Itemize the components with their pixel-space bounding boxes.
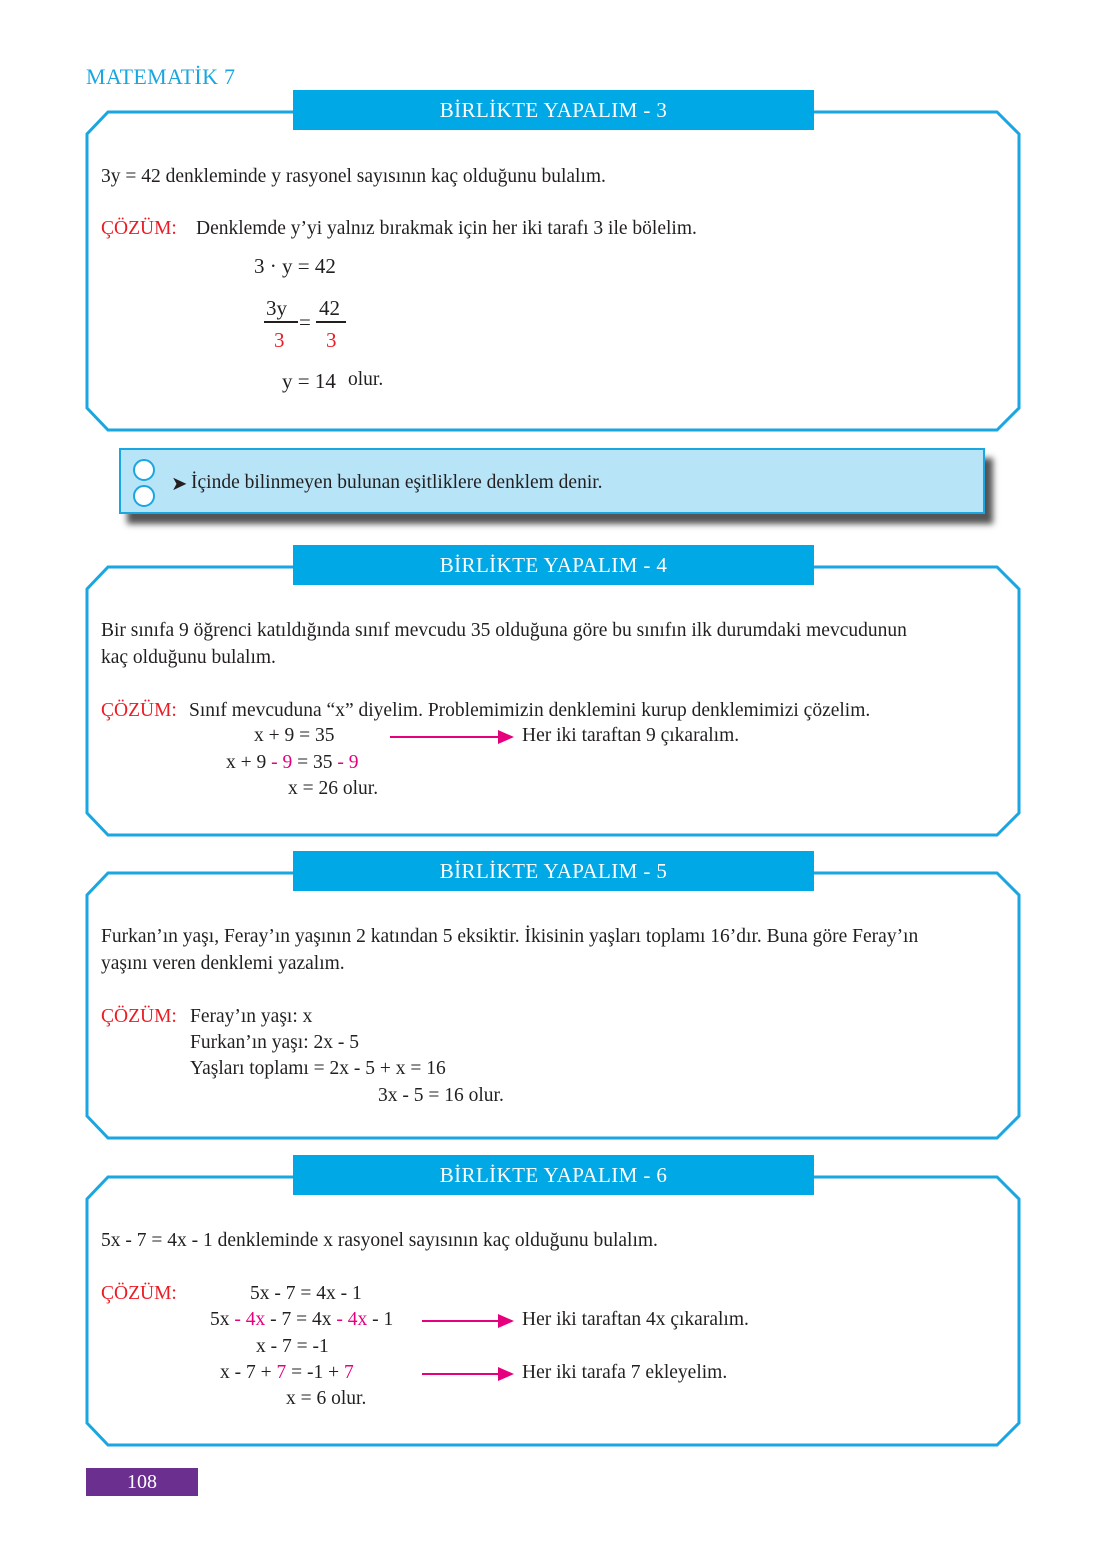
page-header: MATEMATİK 7 [86,64,236,89]
question-text: 3y = 42 denkleminde y rasyonel sayısının kaç olduğunu bulalım. [101,166,606,187]
page-number: 108 [86,1468,198,1496]
equation-line: x = 26 olur. [288,778,379,799]
solution-label: ÇÖZÜM: [101,1006,177,1027]
question-text: 5x - 7 = 4x - 1 denkleminde x rasyonel sayısının kaç olduğunu bulalım. [101,1230,658,1251]
arrow-right-icon [422,1320,512,1322]
fraction-equals: = [299,310,311,334]
equation-line: 3 · y = 42 [254,254,336,278]
equation-line: x = 6 olur. [286,1388,367,1409]
bullet-arrow-icon: ➤ [171,474,188,495]
equation-line: 5x - 4x - 7 = 4x - 4x - 1 [210,1309,394,1330]
equation-line: x - 7 = -1 [256,1336,329,1357]
fraction-line [316,321,346,323]
section-box-6 [86,1176,1020,1446]
solution-label: ÇÖZÜM: [101,700,177,721]
note-text: İçinde bilinmeyen bulunan eşitliklere denklem denir. [191,472,603,493]
question-text: kaç olduğunu bulalım. [101,647,276,668]
arrow-right-icon [422,1373,512,1375]
solution-line: Feray’ın yaşı: x [190,1006,313,1027]
fraction-left-numerator: 3y [266,296,287,320]
fraction-left-denominator: 3 [274,328,285,352]
solution-label: ÇÖZÜM: [101,1283,177,1304]
solution-line: Yaşları toplamı = 2x - 5 + x = 16 [190,1058,446,1079]
question-text: yaşını veren denklemi yazalım. [101,953,345,974]
circle-icon [133,485,155,507]
step-hint: Her iki tarafa 7 ekleyelim. [522,1362,728,1383]
circle-icon [133,459,155,481]
section-box-4 [86,566,1020,836]
fraction-right-numerator: 42 [319,296,340,320]
fraction-line [264,321,298,323]
solution-label: ÇÖZÜM: [101,218,177,239]
arrow-right-icon [390,736,512,738]
equation-line: x + 9 - 9 = 35 - 9 [226,752,359,773]
section-box-5 [86,872,1020,1139]
question-text: Furkan’ın yaşı, Feray’ın yaşının 2 katından 5 eksiktir. İkisinin yaşları toplamı 16’dır. Buna göre Feray’ın [101,926,919,947]
section-title-6: BİRLİKTE YAPALIM - 6 [293,1155,814,1195]
section-frame [86,111,1020,431]
equation-line: x - 7 + 7 = -1 + 7 [220,1362,354,1383]
section-title-4: BİRLİKTE YAPALIM - 4 [293,545,814,585]
result-equation: y = 14 [282,369,336,393]
section-box-3 [86,111,1020,431]
equation-line: x + 9 = 35 [254,725,335,746]
equation-line: 5x - 7 = 4x - 1 [250,1283,362,1304]
step-hint: Her iki taraftan 4x çıkaralım. [522,1309,749,1330]
result-suffix: olur. [348,369,384,390]
step-hint: Her iki taraftan 9 çıkaralım. [522,725,740,746]
solution-line: Furkan’ın yaşı: 2x - 5 [190,1032,359,1053]
fraction-right-denominator: 3 [326,328,337,352]
solution-line: 3x - 5 = 16 olur. [378,1085,504,1106]
solution-text: Sınıf mevcuduna “x” diyelim. Problemimizin denklemini kurup denklemimizi çözelim. [189,700,871,721]
solution-text: Denklemde y’yi yalnız bırakmak için her iki tarafı 3 ile bölelim. [196,218,697,239]
definition-note [119,448,985,514]
section-title-5: BİRLİKTE YAPALIM - 5 [293,851,814,891]
section-title-3: BİRLİKTE YAPALIM - 3 [293,90,814,130]
question-text: Bir sınıfa 9 öğrenci katıldığında sınıf mevcudu 35 olduğuna göre bu sınıfın ilk durumdaki mevcudunun [101,620,907,641]
